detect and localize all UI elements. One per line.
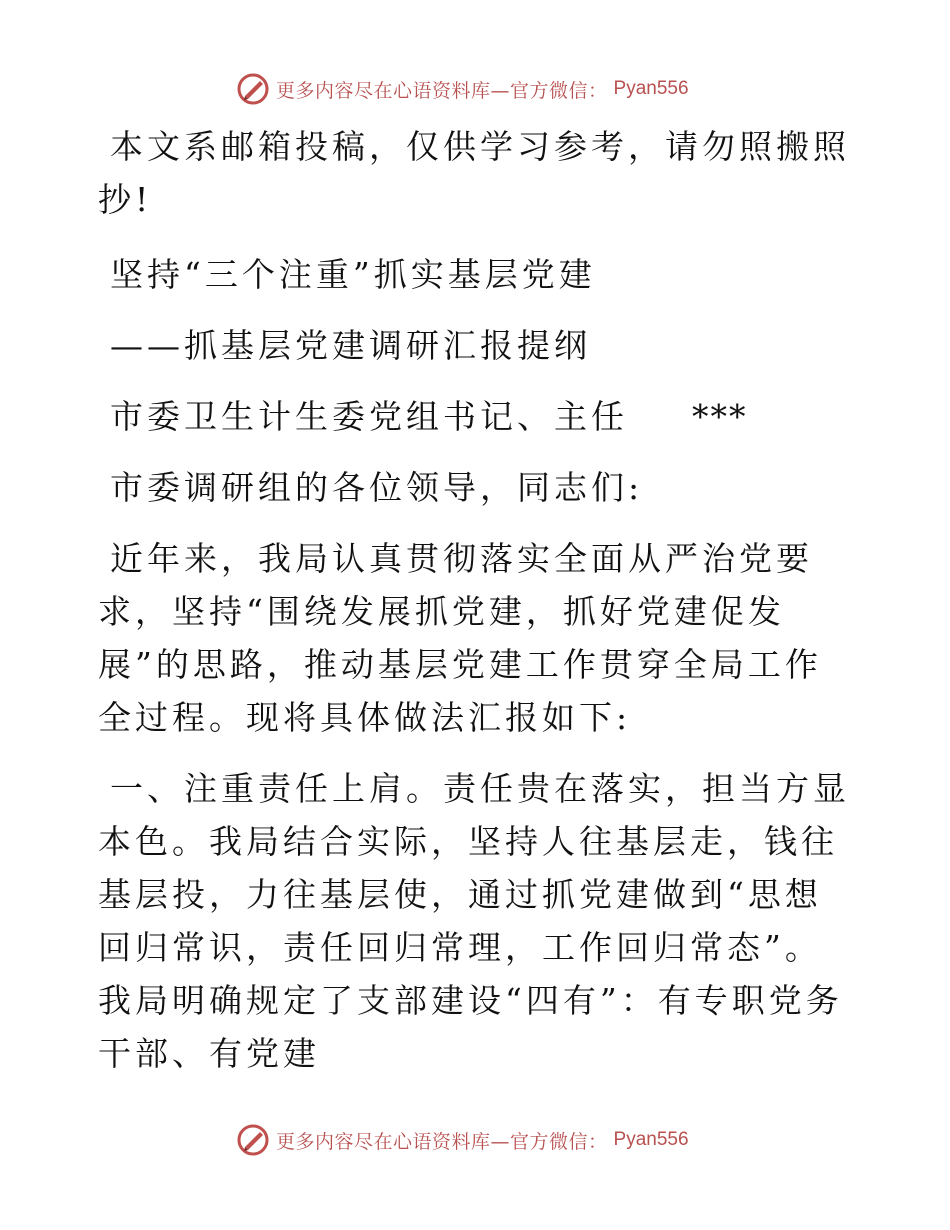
watermark-id: Pyan556 xyxy=(613,78,689,99)
pen-circle-icon xyxy=(236,72,270,106)
notice-text: 本文系邮箱投稿，仅供学习参考，请勿照搬照抄! xyxy=(98,127,850,219)
salutation: 市委调研组的各位领导，同志们: xyxy=(110,468,644,507)
author-name: *** xyxy=(692,397,748,436)
watermark-id: Pyan556 xyxy=(613,1129,689,1150)
author-role: 市委卫生计生委党组书记、主任 xyxy=(110,397,628,436)
document-subtitle: ——抓基层党建调研汇报提纲 xyxy=(110,326,591,365)
author-line xyxy=(98,390,858,443)
watermark-header xyxy=(236,72,689,106)
document-title: 坚持“三个注重”抓实基层党建 xyxy=(110,255,596,294)
intro-paragraph: 近年来，我局认真贯彻落实全面从严治党要求，坚持“围绕发展抓党建，抓好党建促发展”的思路，推动基层党建工作贯穿全局工作全过程。现将具体做法汇报如下: xyxy=(98,539,822,737)
section-1-paragraph: 一、注重责任上肩。责任贵在落实，担当方显本色。我局结合实际，坚持人往基层走，钱往基层投，力往基层使，通过抓党建做到“思想回归常识，责任回归常理，工作回归常态”。我局明确规定了支部建设“四有”：有专职党务干部、有党建 xyxy=(98,769,850,1073)
watermark-text: 更多内容尽在心语资料库—官方微信： xyxy=(276,79,608,102)
watermark-footer xyxy=(236,1123,689,1157)
document-body xyxy=(98,120,858,1098)
watermark-text: 更多内容尽在心语资料库—官方微信： xyxy=(276,1130,608,1153)
pen-circle-icon xyxy=(236,1123,270,1157)
